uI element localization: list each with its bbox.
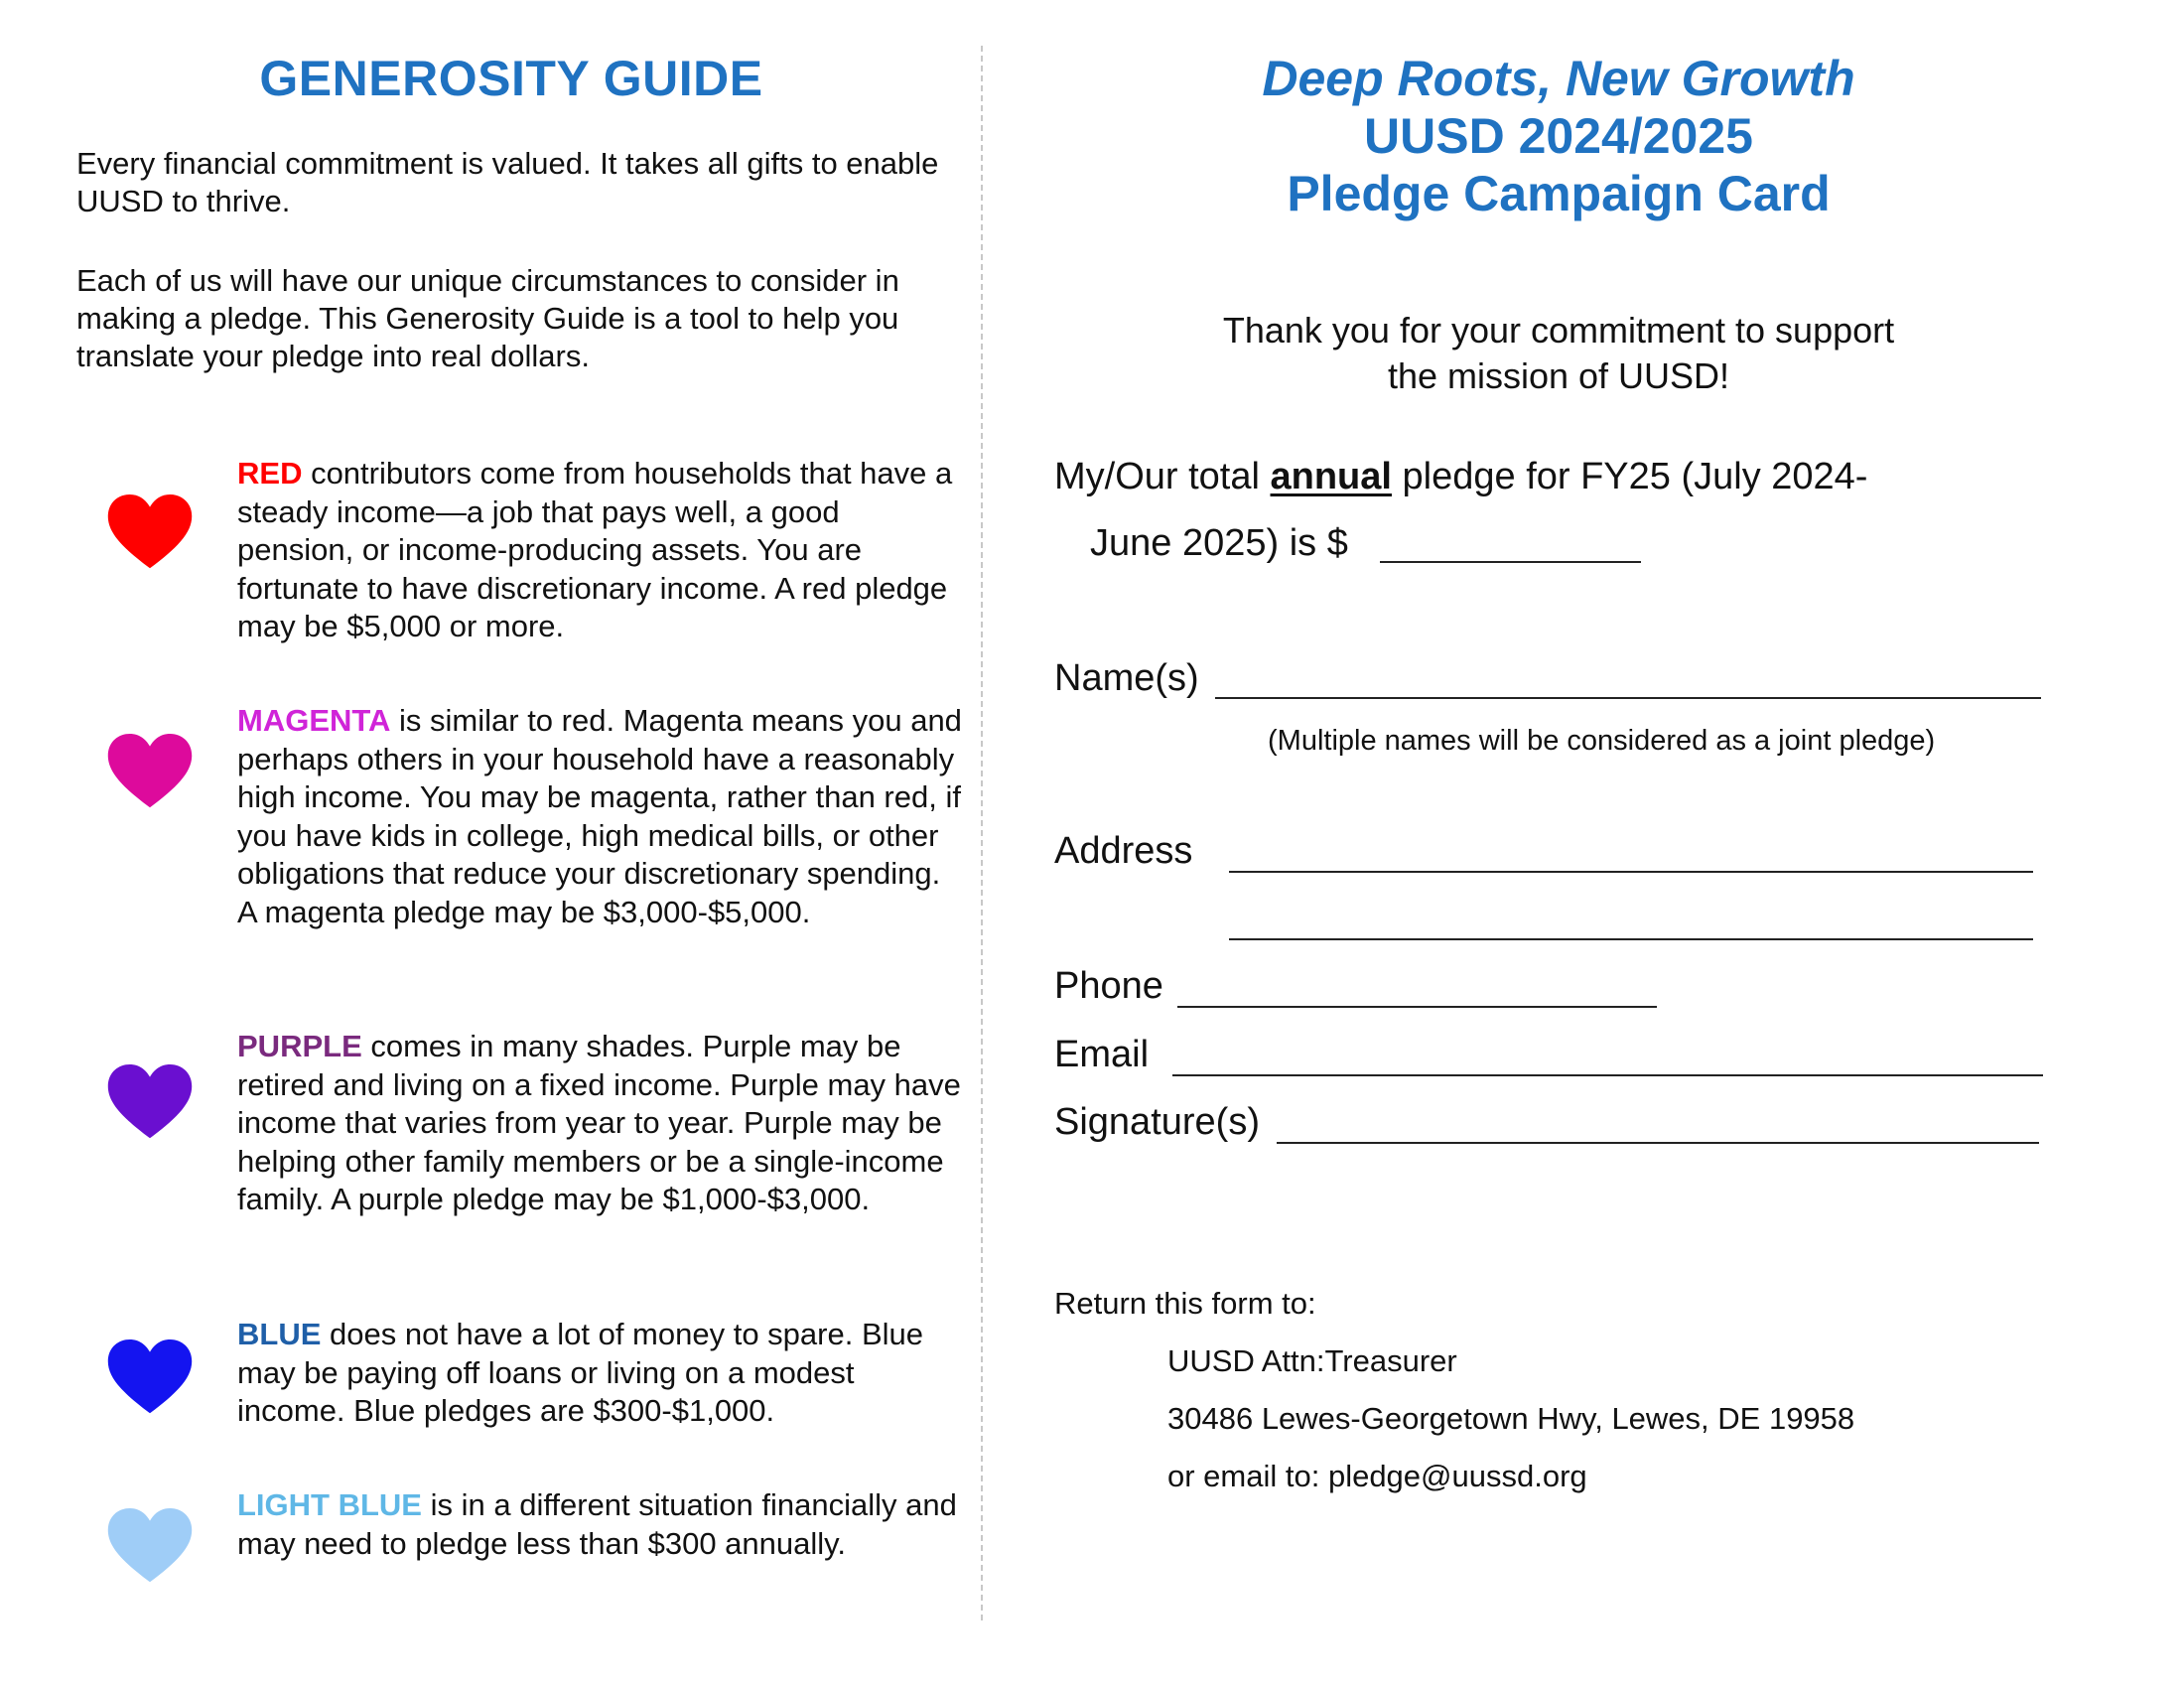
purple-heart-icon: [107, 1064, 193, 1140]
tier-blue-description: BLUE does not have a lot of money to spare. Blue may be paying off loans or living on a modest income. Blue pledges are $300-$1,000.: [237, 1317, 923, 1429]
address-field-line-1[interactable]: [1229, 871, 2033, 873]
return-address-line-2: 30486 Lewes-Georgetown Hwy, Lewes, DE 19958: [1167, 1401, 1855, 1436]
annual-emphasis: annual: [1270, 456, 1392, 497]
red-heart-icon: [107, 494, 193, 570]
return-address-line-1: UUSD Attn:Treasurer: [1167, 1343, 1457, 1378]
campaign-year: UUSD 2024/2025: [1364, 108, 1753, 164]
tier-magenta-description: MAGENTA is similar to red. Magenta means you and perhaps others in your household have a reasonably high income. You may be magenta, rather than red, if you have kids in college, high medical bills, or other obligations that reduce your discretionary spending. A magenta pledge may be $3,000-$5,000.: [237, 703, 962, 929]
signature-field[interactable]: [1277, 1142, 2039, 1144]
tier-light-blue-name: LIGHT BLUE: [237, 1487, 422, 1522]
email-field[interactable]: [1172, 1074, 2043, 1076]
intro-paragraph-2: Each of us will have our unique circumstances to consider in making a pledge. This Generosity Guide is a tool to help you translate your pledge into real dollars.: [76, 263, 899, 373]
intro-paragraph-1: Every financial commitment is valued. It takes all gifts to enable UUSD to thrive.: [76, 146, 939, 218]
email-label: Email: [1054, 1034, 1150, 1075]
light-blue-heart-icon: [107, 1508, 193, 1584]
joint-pledge-note: (Multiple names will be considered as a joint pledge): [1268, 725, 1936, 757]
tier-blue-name: BLUE: [237, 1317, 322, 1351]
pledge-statement-line-2: June 2025) is $: [1090, 522, 1348, 564]
tier-purple-description: PURPLE comes in many shades. Purple may be retired and living on a fixed income. Purple may have income that varies from year to year. Purple may be helping other family members or be a single-income family. A purple pledge may be $1,000-$3,000.: [237, 1029, 961, 1217]
tier-light-blue-description: LIGHT BLUE is in a different situation financially and may need to pledge less than $300 annually.: [237, 1487, 957, 1561]
tier-purple-name: PURPLE: [237, 1029, 362, 1063]
names-field[interactable]: [1215, 697, 2041, 699]
pledge-amount-field[interactable]: [1380, 561, 1641, 563]
pledge-statement: My/Our total annual pledge for FY25 (July 2024-: [1054, 456, 1868, 497]
tier-red-description: RED contributors come from households that have a steady income—a job that pays well, a good pension, or income-producing assets. You are fortunate to have discretionary income. A red pledge may be $5,000 or more.: [237, 456, 953, 644]
thank-you-line-1: Thank you for your commitment to support: [1222, 310, 1895, 351]
address-field-line-2[interactable]: [1229, 938, 2033, 940]
return-label: Return this form to:: [1054, 1286, 1316, 1321]
card-title: Pledge Campaign Card: [1287, 166, 1831, 221]
address-label: Address: [1054, 830, 1193, 872]
blue-heart-icon: [107, 1339, 193, 1415]
tier-magenta-name: MAGENTA: [237, 703, 391, 738]
tier-red-name: RED: [237, 456, 303, 491]
phone-label: Phone: [1054, 965, 1163, 1007]
column-divider: [981, 46, 983, 1620]
names-label: Name(s): [1054, 657, 1199, 699]
campaign-theme: Deep Roots, New Growth: [1262, 51, 1855, 106]
return-email-line: or email to: pledge@uussd.org: [1167, 1459, 1587, 1493]
phone-field[interactable]: [1177, 1006, 1657, 1008]
thank-you-line-2: the mission of UUSD!: [1387, 355, 1730, 396]
magenta-heart-icon: [107, 734, 193, 809]
generosity-guide-title: GENEROSITY GUIDE: [259, 51, 763, 106]
signature-label: Signature(s): [1054, 1101, 1260, 1143]
